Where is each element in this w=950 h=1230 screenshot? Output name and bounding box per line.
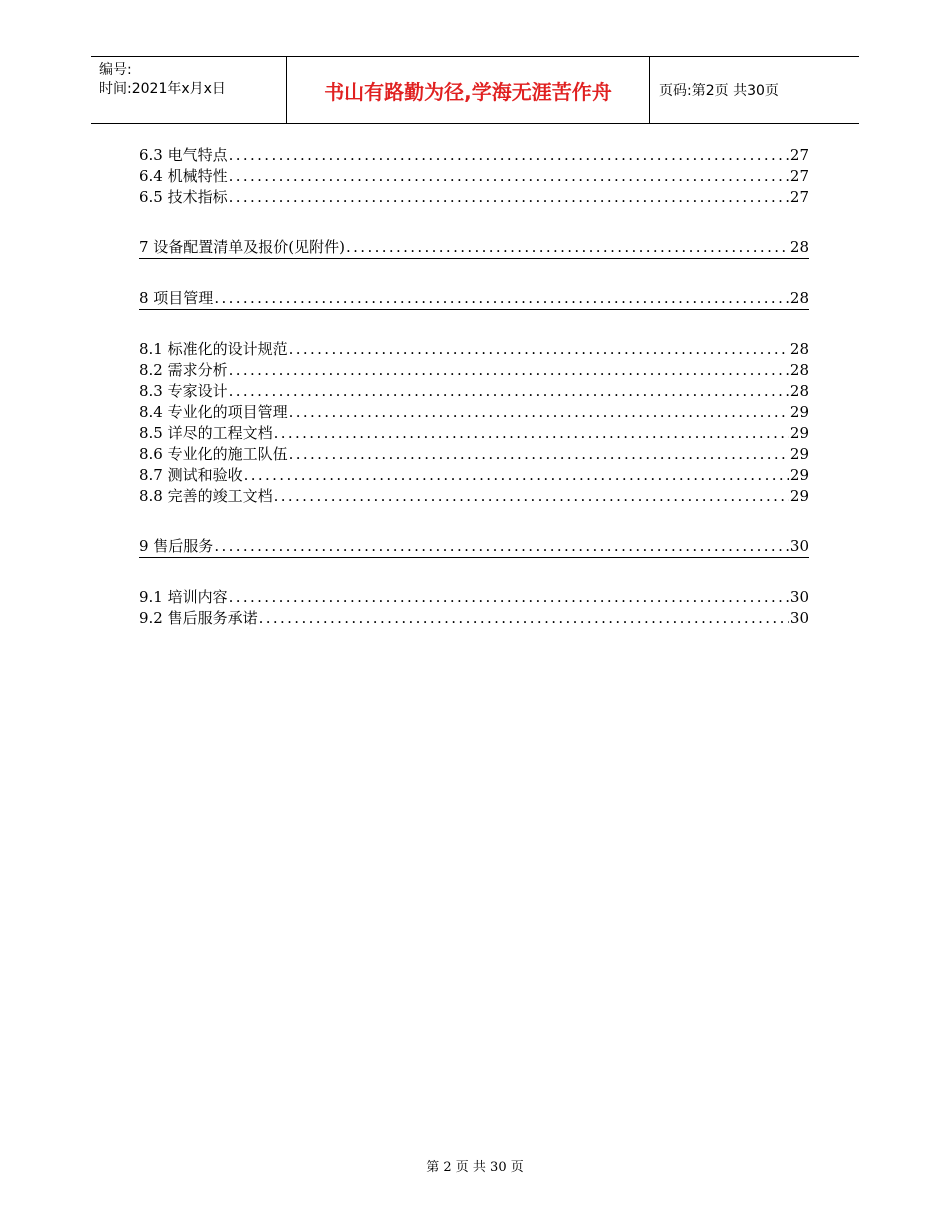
toc-leader-dots (229, 166, 789, 187)
toc-entry-label: 6.4 机械特性 (139, 167, 228, 185)
toc-leader-dots (229, 187, 789, 208)
toc-entry-page: 27 (789, 146, 809, 164)
toc-leader-dots (274, 486, 789, 507)
toc-entry[interactable] (139, 187, 809, 208)
document-header (91, 56, 859, 124)
toc-entry-page: 29 (789, 466, 809, 484)
toc-entry-page: 30 (789, 537, 809, 555)
toc-entry-label: 8.8 完善的竣工文档 (139, 487, 273, 505)
toc-spacer (139, 507, 809, 536)
toc-entry-page: 29 (789, 424, 809, 442)
toc-entry[interactable] (139, 339, 809, 360)
toc-leader-dots (229, 145, 789, 166)
toc-entry-page: 30 (789, 588, 809, 606)
toc-entry[interactable] (139, 587, 809, 608)
toc-entry-page: 28 (789, 382, 809, 400)
header-page-number: 页码:第2页 共30页 (659, 83, 779, 99)
header-motto: 书山有路勤为径,学海无涯苦作舟 (286, 57, 650, 123)
toc-leader-dots (289, 444, 789, 465)
toc-entry-page: 29 (789, 403, 809, 421)
toc-leader-dots (274, 423, 789, 444)
toc-entry-label: 8.1 标准化的设计规范 (139, 340, 288, 358)
toc-entry-page: 28 (789, 238, 809, 256)
document-number-label: 编号: (99, 62, 132, 78)
toc-leader-dots (229, 381, 789, 402)
toc-entry[interactable] (139, 608, 809, 629)
toc-spacer (139, 558, 809, 587)
toc-leader-dots (346, 237, 789, 258)
toc-entry-label: 7 设备配置清单及报价(见附件) (139, 238, 346, 256)
toc-entry-label: 9.1 培训内容 (139, 588, 228, 606)
toc-entry-page: 28 (789, 340, 809, 358)
toc-entry-label: 8.3 专家设计 (139, 382, 228, 400)
toc-chapter-entry[interactable] (139, 536, 809, 558)
toc-leader-dots (214, 288, 789, 309)
toc-leader-dots (289, 339, 789, 360)
toc-entry-page: 27 (789, 188, 809, 206)
toc-entry-label: 8 项目管理 (139, 289, 214, 307)
toc-entry-label: 8.4 专业化的项目管理 (139, 403, 288, 421)
toc-spacer (139, 208, 809, 237)
toc-entry-label: 6.5 技术指标 (139, 188, 228, 206)
toc-entry-page: 28 (789, 361, 809, 379)
toc-entry-page: 29 (789, 487, 809, 505)
toc-entry[interactable] (139, 381, 809, 402)
toc-entry-label: 8.6 专业化的施工队伍 (139, 445, 288, 463)
toc-spacer (139, 259, 809, 288)
toc-leader-dots (214, 536, 789, 557)
table-of-contents (139, 145, 809, 629)
toc-entry[interactable] (139, 423, 809, 444)
toc-entry[interactable] (139, 486, 809, 507)
toc-leader-dots (289, 402, 789, 423)
toc-entry-page: 30 (789, 609, 809, 627)
toc-entry[interactable] (139, 402, 809, 423)
document-date-label: 时间:2021年x月x日 (99, 81, 226, 97)
toc-entry[interactable] (139, 465, 809, 486)
toc-leader-dots (229, 360, 789, 381)
toc-entry-label: 8.5 详尽的工程文档 (139, 424, 273, 442)
toc-entry-page: 27 (789, 167, 809, 185)
toc-entry[interactable] (139, 444, 809, 465)
toc-entry-page: 28 (789, 289, 809, 307)
toc-entry-page: 29 (789, 445, 809, 463)
toc-chapter-entry[interactable] (139, 288, 809, 310)
toc-entry[interactable] (139, 166, 809, 187)
toc-entry-label: 9 售后服务 (139, 537, 214, 555)
toc-entry-label: 6.3 电气特点 (139, 146, 228, 164)
toc-entry-label: 8.7 测试和验收 (139, 466, 243, 484)
toc-leader-dots (259, 608, 789, 629)
toc-entry[interactable] (139, 145, 809, 166)
toc-entry-label: 8.2 需求分析 (139, 361, 228, 379)
toc-chapter-entry[interactable] (139, 237, 809, 259)
page-footer: 第 2 页 共 30 页 (426, 1160, 524, 1175)
header-meta (91, 57, 286, 123)
toc-leader-dots (229, 587, 789, 608)
toc-entry[interactable] (139, 360, 809, 381)
toc-leader-dots (244, 465, 789, 486)
toc-entry-label: 9.2 售后服务承诺 (139, 609, 258, 627)
toc-spacer (139, 310, 809, 339)
